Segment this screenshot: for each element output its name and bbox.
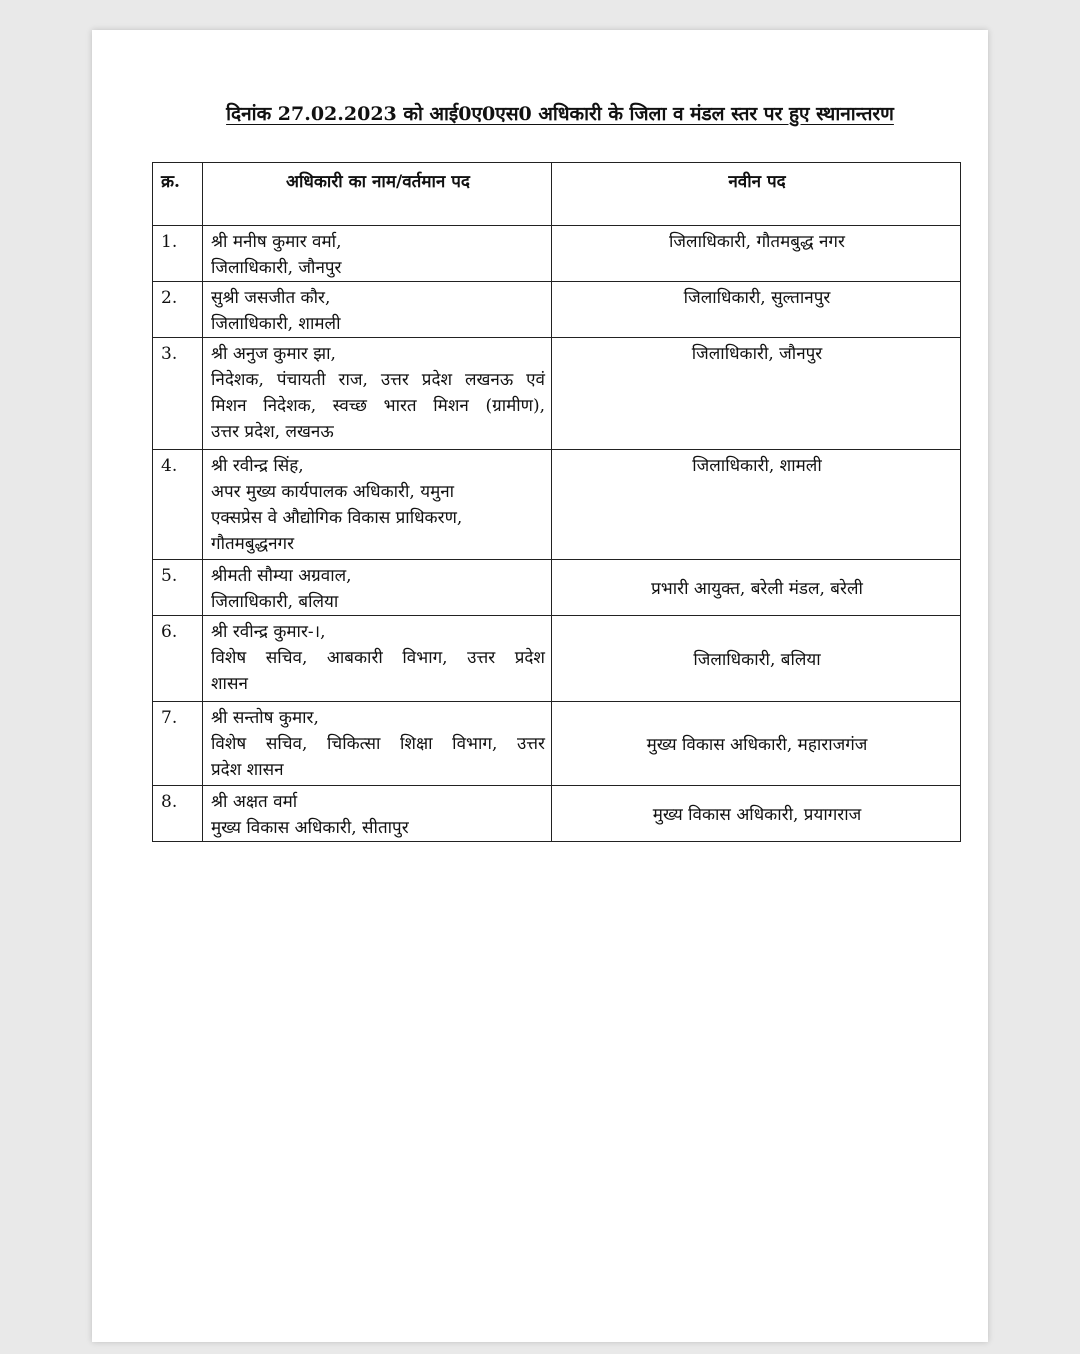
serial-number: 2. — [153, 282, 203, 338]
serial-number: 4. — [153, 450, 203, 560]
table-row — [153, 226, 961, 282]
header-serial: क्र. — [153, 163, 203, 226]
officer-cell — [203, 786, 552, 842]
officer-name: श्री रवीन्द्र कुमार-।, — [211, 622, 326, 642]
document-page — [92, 30, 988, 1342]
serial-number: 7. — [153, 702, 203, 786]
current-post-line: उत्तर प्रदेश, लखनऊ — [211, 422, 334, 442]
new-post: प्रभारी आयुक्त, बरेली मंडल, बरेली — [552, 560, 961, 616]
current-post-line: शासन — [211, 674, 248, 694]
current-post-line: एक्सप्रेस वे औद्योगिक विकास प्राधिकरण, — [211, 508, 463, 528]
new-post: जिलाधिकारी, सुल्तानपुर — [552, 282, 961, 338]
serial-number: 5. — [153, 560, 203, 616]
table-row — [153, 450, 961, 560]
current-post-line: निदेशक, पंचायती राज, उत्तर प्रदेश लखनऊ एवं — [211, 370, 545, 390]
officer-name: श्रीमती सौम्या अग्रवाल, — [211, 566, 352, 586]
current-post-line: जिलाधिकारी, बलिया — [211, 592, 339, 612]
current-post-line: विशेष सचिव, चिकित्सा शिक्षा विभाग, उत्तर — [211, 734, 545, 754]
officer-name: श्री सन्तोष कुमार, — [211, 708, 319, 728]
officer-name: सुश्री जसजीत कौर, — [211, 288, 331, 308]
serial-number: 6. — [153, 616, 203, 702]
new-post: मुख्य विकास अधिकारी, महाराजगंज — [552, 702, 961, 786]
table-row — [153, 702, 961, 786]
current-post-line: विशेष सचिव, आबकारी विभाग, उत्तर प्रदेश — [211, 648, 545, 668]
header-name-current-post: अधिकारी का नाम/वर्तमान पद — [203, 163, 552, 226]
table-row — [153, 786, 961, 842]
transfer-table — [152, 162, 961, 842]
table-header-row — [153, 163, 961, 226]
current-post-line: गौतमबुद्धनगर — [211, 534, 295, 554]
table-row — [153, 338, 961, 450]
officer-cell — [203, 702, 552, 786]
officer-name: श्री मनीष कुमार वर्मा, — [211, 232, 342, 252]
document-title: दिनांक 27.02.2023 को आई0ए0एस0 अधिकारी के जिला व मंडल स्तर पर हुए स्थानान्तरण — [226, 103, 894, 125]
new-post: जिलाधिकारी, गौतमबुद्ध नगर — [552, 226, 961, 282]
current-post-line: मुख्य विकास अधिकारी, सीतापुर — [211, 818, 409, 838]
new-post: जिलाधिकारी, बलिया — [552, 616, 961, 702]
officer-cell — [203, 560, 552, 616]
table-row — [153, 560, 961, 616]
current-post-line: प्रदेश शासन — [211, 760, 284, 780]
serial-number: 8. — [153, 786, 203, 842]
table-row — [153, 282, 961, 338]
officer-cell — [203, 338, 552, 450]
serial-number: 3. — [153, 338, 203, 450]
current-post-line: जिलाधिकारी, शामली — [211, 314, 341, 334]
new-post: जिलाधिकारी, शामली — [552, 450, 961, 560]
current-post-line: मिशन निदेशक, स्वच्छ भारत मिशन (ग्रामीण), — [211, 396, 545, 416]
serial-number: 1. — [153, 226, 203, 282]
officer-cell — [203, 282, 552, 338]
new-post: मुख्य विकास अधिकारी, प्रयागराज — [552, 786, 961, 842]
new-post: जिलाधिकारी, जौनपुर — [552, 338, 961, 450]
officer-name: श्री रवीन्द्र सिंह, — [211, 456, 304, 476]
officer-cell — [203, 226, 552, 282]
officer-cell — [203, 616, 552, 702]
current-post-line: जिलाधिकारी, जौनपुर — [211, 258, 342, 278]
header-new-post: नवीन पद — [552, 163, 961, 226]
current-post-line: अपर मुख्य कार्यपालक अधिकारी, यमुना — [211, 482, 455, 502]
officer-name: श्री अक्षत वर्मा — [211, 792, 298, 812]
officer-name: श्री अनुज कुमार झा, — [211, 344, 336, 364]
officer-cell — [203, 450, 552, 560]
table-row — [153, 616, 961, 702]
